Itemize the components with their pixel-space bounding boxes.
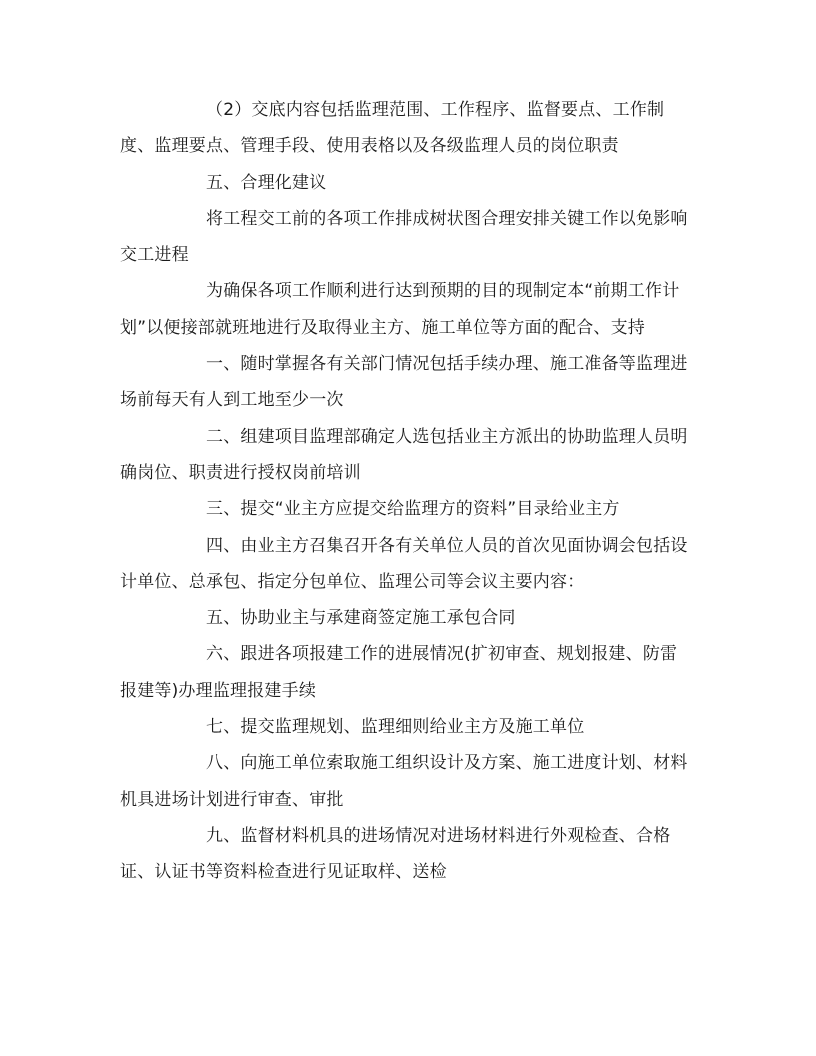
list-item-9: 九、监督材料机具的进场情况对进场材料进行外观检查、合格证、认证书等资料检查进行见证取样、送检 — [120, 825, 671, 883]
document-body — [120, 92, 692, 891]
list-item-3: 三、提交“业主方应提交给监理方的资料”目录给业主方 — [206, 499, 620, 520]
list-item-2: 二、组建项目监理部确定人选包括业主方派出的协助监理人员明确岗位、职责进行授权岗前培训 — [120, 426, 688, 483]
list-item-1: 一、随时掌握各有关部门情况包括手续办理、施工准备等监理进场前每天有人到工地至少一次 — [120, 354, 688, 411]
paragraph-preliminary-plan: 为确保各项工作顺利进行达到预期的目的现制定本“前期工作计划”以便接部就班地进行及取得业主方、施工单位等方面的配合、支持 — [120, 281, 680, 338]
list-item-7: 七、提交监理规划、监理细则给业主方及施工单位 — [206, 717, 585, 738]
list-item-5: 五、协助业主与承建商签定施工承包合同 — [206, 608, 516, 629]
paragraph-tree-diagram: 将工程交工前的各项工作排成树状图合理安排关键工作以免影响交工进程 — [120, 208, 688, 266]
list-item-8: 八、向施工单位索取施工组织设计及方案、施工进度计划、材料机具进场计划进行审查、审批 — [120, 753, 688, 810]
list-item-6: 六、跟进各项报建工作的进展情况(扩初审查、规划报建、防雷报建等)办理监理报建手续 — [120, 644, 678, 701]
list-item-4: 四、由业主方召集召开各有关单位人员的首次见面协调会包括设计单位、总承包、指定分包单位、监理公司等会议主要内容： — [120, 535, 688, 592]
section-heading-suggestions: 五、合理化建议 — [206, 172, 327, 193]
paragraph-briefing-content: （2）交底内容包括监理范围、工作程序、监督要点、工作制度、监理要点、管理手段、使用表格以及各级监理人员的岗位职责 — [120, 100, 665, 157]
